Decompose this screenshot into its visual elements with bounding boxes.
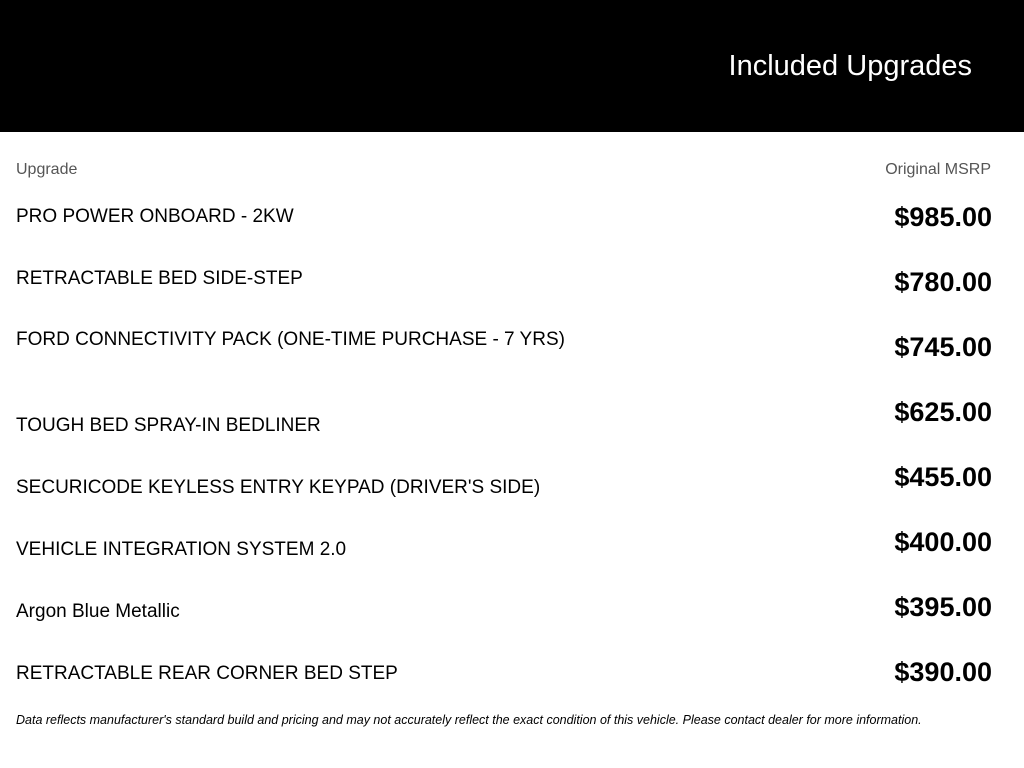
upgrade-name: PRO POWER ONBOARD - 2KW [16,206,294,227]
upgrade-name: RETRACTABLE BED SIDE-STEP [16,268,303,289]
column-header-upgrade: Upgrade [16,161,78,178]
upgrade-price: $985.00 [894,202,992,232]
disclaimer-text: Data reflects manufacturer's standard build and pricing and may not accurately reflect the exact condition of this vehicle. Please contact dealer for more information. [16,713,922,727]
header-banner [0,0,1024,132]
upgrade-price: $455.00 [894,462,992,492]
page-title: Included Upgrades [728,50,972,82]
upgrade-price: $390.00 [894,657,992,687]
column-header-msrp: Original MSRP [885,161,991,178]
upgrade-name: TOUGH BED SPRAY-IN BEDLINER [16,415,321,436]
upgrade-name: VEHICLE INTEGRATION SYSTEM 2.0 [16,539,347,560]
upgrade-price: $745.00 [894,332,992,362]
upgrade-price: $400.00 [894,527,992,557]
upgrade-price: $395.00 [894,592,992,622]
upgrade-price: $625.00 [894,397,992,427]
upgrade-name: FORD CONNECTIVITY PACK (ONE-TIME PURCHASE - 7 YRS) [16,329,565,350]
upgrade-price: $780.00 [894,267,992,297]
upgrade-name: RETRACTABLE REAR CORNER BED STEP [16,663,398,684]
upgrade-name: Argon Blue Metallic [16,601,180,622]
upgrade-name: SECURICODE KEYLESS ENTRY KEYPAD (DRIVER'S SIDE) [16,477,541,498]
